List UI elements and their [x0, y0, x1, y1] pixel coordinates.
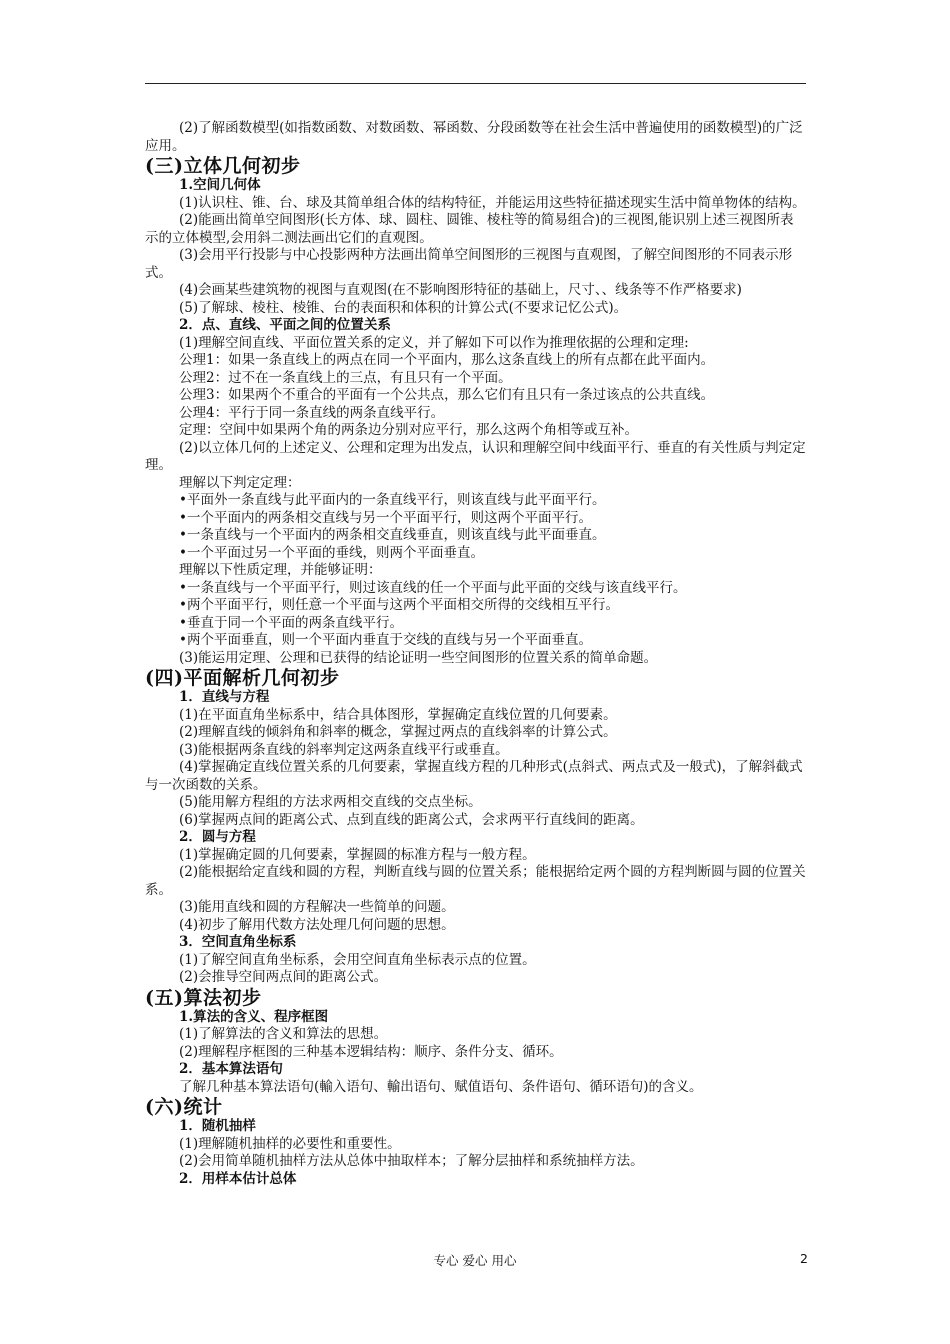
paragraph: 理解以下性质定理，并能够证明： — [179, 562, 382, 578]
paragraph: (1)在平面直角坐标系中，结合具体图形，掌握确定直线位置的几何要素。 — [179, 706, 617, 723]
paragraph: (4)会画某些建筑物的视图与直观图(在不影响图形特征的基础上，尺寸、、线条等不作严格要求) — [179, 282, 742, 298]
section-heading: (六)统计 — [145, 1096, 223, 1118]
paragraph: (6)掌握两点间的距离公式、点到直线的距离公式，会求两平行直线间的距离。 — [179, 811, 644, 828]
paragraph: (2)了解函数模型(如指数函数、对数函数、幂函数、分段函数等在社会生活中普遍使用的函数模型)的广泛应用。 — [145, 120, 803, 154]
subsection-heading: 3．空间直角坐标系 — [179, 934, 297, 950]
paragraph: (1)掌握确定圆的几何要素，掌握圆的标准方程与一般方程。 — [179, 846, 536, 863]
paragraph: (2)能根据给定直线和圆的方程，判断直线与圆的位置关系；能根据给定两个圆的方程判断圆与圆的位置关系。 — [145, 864, 806, 898]
paragraph: (2)会用简单随机抽样方法从总体中抽取样本；了解分层抽样和系统抽样方法。 — [179, 1153, 644, 1169]
bullet-item: •一个平面过另一个平面的垂线，则两个平面垂直。 — [179, 544, 484, 561]
header-rule — [145, 83, 806, 84]
subsection-heading: 2．用样本估计总体 — [179, 1170, 297, 1187]
paragraph: 理解以下判定定理： — [179, 474, 301, 491]
paragraph: 公理4：平行于同一条直线的两条直线平行。 — [179, 404, 445, 421]
paragraph: (3)会用平行投影与中心投影两种方法画出简单空间图形的三视图与直观图，了解空间图形的不同表示形式。 — [145, 247, 793, 281]
paragraph: (2)能画出简单空间图形(长方体、球、圆柱、圆锥、棱柱等的简易组合)的三视图,能识别上述三视图所表示的立体模型,会用斜二测法画出它们的直观图。 — [145, 212, 794, 246]
subsection-heading: 2．点、直线、平面之间的位置关系 — [179, 317, 391, 333]
page-number: 2 — [800, 1251, 808, 1266]
paragraph: (5)了解球、棱柱、棱锥、台的表面积和体积的计算公式(不要求记忆公式)。 — [179, 299, 628, 316]
paragraph: (1)了解算法的含义和算法的思想。 — [179, 1026, 388, 1042]
subsection-heading: 1．直线与方程 — [179, 689, 270, 705]
paragraph: (5)能用解方程组的方法求两相交直线的交点坐标。 — [179, 794, 482, 810]
bullet-item: •一个平面内的两条相交直线与另一个平面平行，则这两个平面平行。 — [179, 509, 592, 526]
paragraph: 公理3：如果两个不重合的平面有一个公共点，那么它们有且只有一条过该点的公共直线。 — [179, 387, 715, 403]
bullet-item: •两个平面平行，则任意一个平面与这两个平面相交所得的交线相互平行。 — [179, 597, 619, 613]
bullet-item: •平面外一条直线与此平面内的一条直线平行，则该直线与此平面平行。 — [179, 492, 606, 508]
paragraph: (2)以立体几何的上述定义、公理和定理为出发点，认识和理解空间中线面平行、垂直的有关性质与判定定理。 — [145, 439, 806, 473]
paragraph: 公理1：如果一条直线上的两点在同一个平面内，那么这条直线上的所有点都在此平面内。 — [179, 352, 715, 368]
paragraph: (3)能用直线和圆的方程解决一些简单的问题。 — [179, 899, 455, 915]
subsection-heading: 1.算法的含义、程序框图 — [179, 1008, 329, 1025]
paragraph: 公理2：过不在一条直线上的三点，有且只有一个平面。 — [179, 369, 512, 386]
paragraph: (2)理解直线的倾斜角和斜率的概念，掌握过两点的直线斜率的计算公式。 — [179, 724, 617, 740]
section-heading: (三)立体几何初步 — [145, 155, 301, 177]
bullet-item: •垂直于同一个平面的两条直线平行。 — [179, 614, 403, 631]
paragraph: (2)会推导空间两点间的距离公式。 — [179, 969, 388, 985]
document-body — [145, 120, 806, 1188]
paragraph: (1)理解空间直线、平面位置关系的定义，并了解如下可以作为推理依据的公理和定理: — [179, 334, 689, 351]
section-heading: (五)算法初步 — [145, 986, 262, 1009]
paragraph: (1)理解随机抽样的必要性和重要性。 — [179, 1135, 401, 1152]
subsection-heading: 1．随机抽样 — [179, 1118, 256, 1134]
bullet-item: •一条直线与一个平面内的两条相交直线垂直，则该直线与此平面垂直。 — [179, 527, 606, 543]
bullet-item: •两个平面垂直，则一个平面内垂直于交线的直线与另一个平面垂直。 — [179, 632, 592, 648]
paragraph: (3)能运用定理、公理和已获得的结论证明一些空间图形的位置关系的简单命题。 — [179, 649, 658, 666]
paragraph: 定理：空间中如果两个角的两条边分别对应平行，那么这两个角相等或互补。 — [179, 422, 638, 438]
paragraph: (3)能根据两条直线的斜率判定这两条直线平行或垂直。 — [179, 741, 509, 758]
paragraph: (1)认识柱、锥、台、球及其简单组合体的结构特征，并能运用这些特征描述现实生活中简单物体的结构。 — [179, 194, 806, 211]
bullet-item: •一条直线与一个平面平行，则过该直线的任一个平面与此平面的交线与该直线平行。 — [179, 579, 687, 596]
paragraph: (2)理解程序框图的三种基本逻辑结构：顺序、条件分支、循环。 — [179, 1043, 563, 1060]
footer-motto: 专心 爱心 用心 — [433, 1253, 517, 1268]
paragraph: (4)掌握确定直线位置关系的几何要素，掌握直线方程的几种形式(点斜式、两点式及一般式)，了解斜截式与一次函数的关系。 — [145, 759, 803, 793]
subsection-heading: 2．基本算法语句 — [179, 1061, 283, 1077]
paragraph: (4)初步了解用代数方法处理几何问题的思想。 — [179, 916, 455, 933]
subsection-heading: 1.空间几何体 — [179, 177, 261, 193]
paragraph: 了解几种基本算法语句(輸入语句、輸出语句、赋值语句、条件语句、循环语句)的含义。 — [179, 1078, 703, 1095]
paragraph: (1)了解空间直角坐标系，会用空间直角坐标表示点的位置。 — [179, 951, 536, 968]
subsection-heading: 2．圆与方程 — [179, 829, 256, 845]
section-heading: (四)平面解析几何初步 — [145, 667, 340, 689]
